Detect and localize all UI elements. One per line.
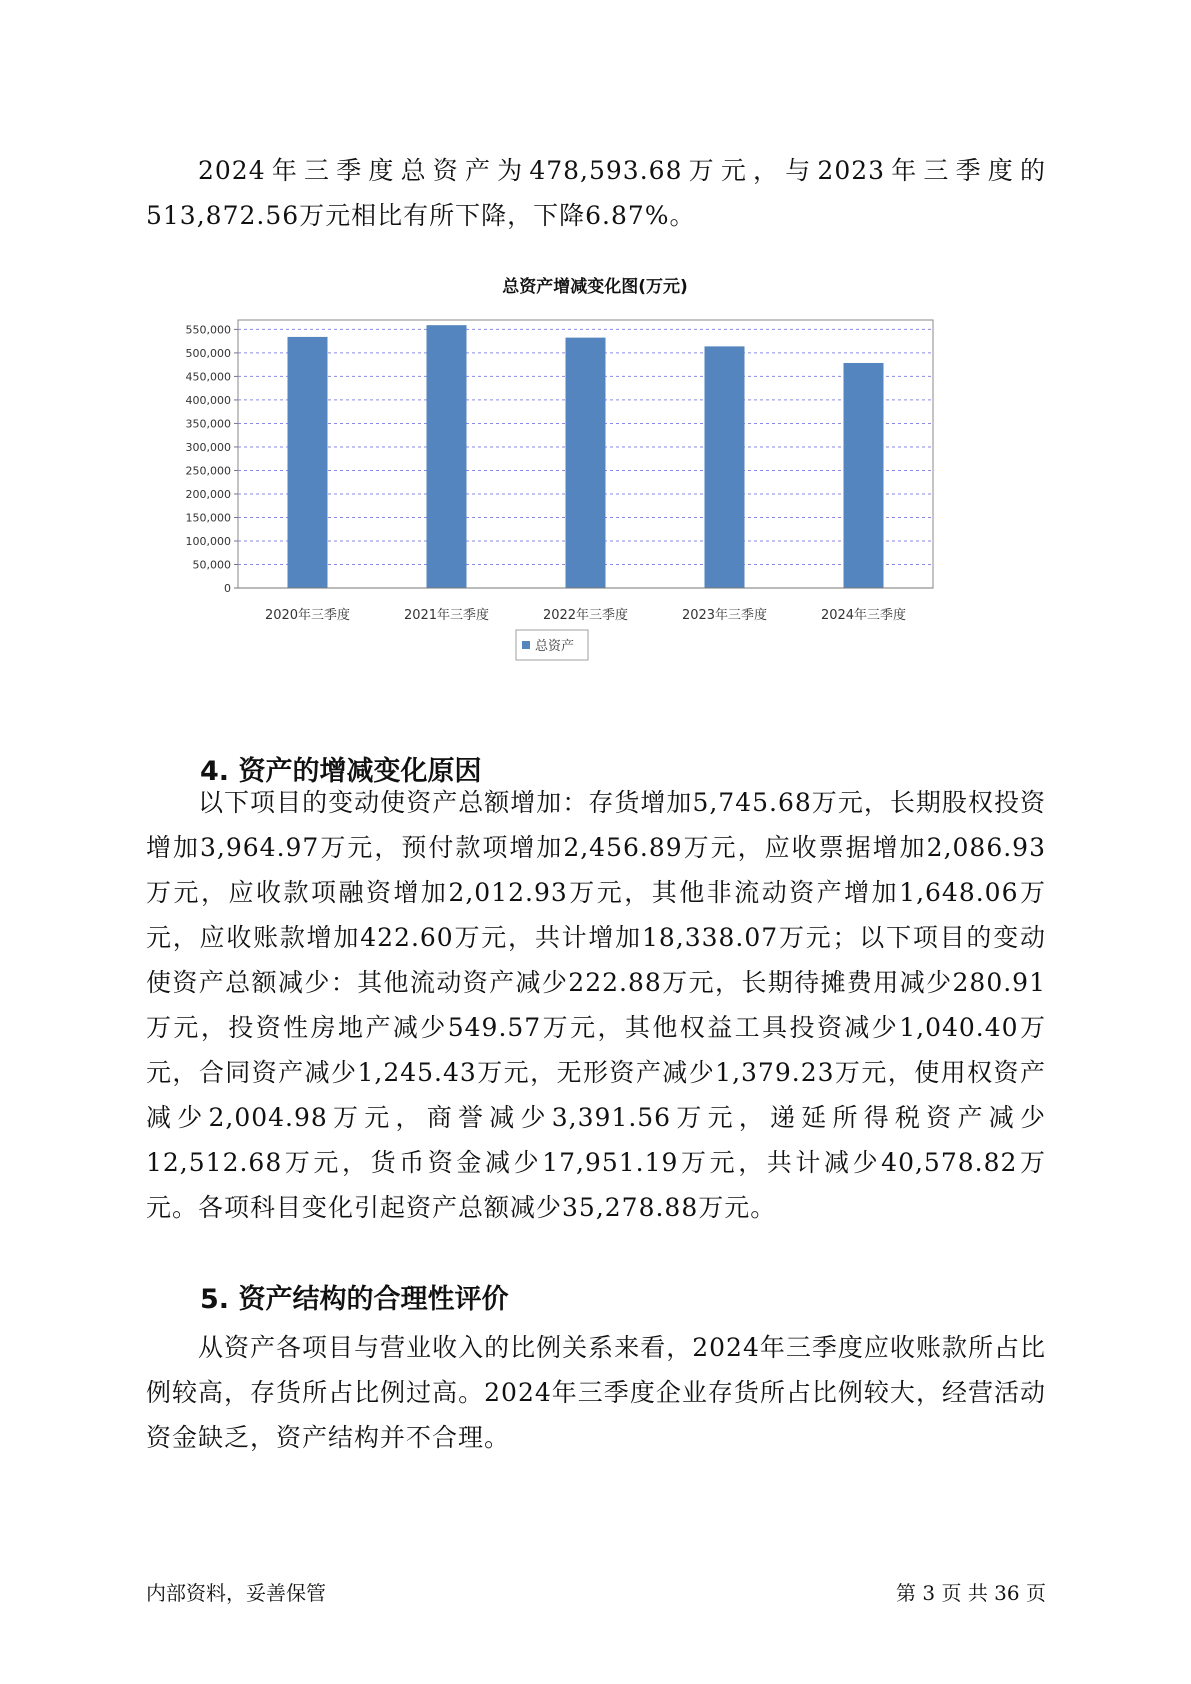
- y-tick-label: 150,000: [185, 511, 231, 525]
- y-tick-label: 50,000: [192, 558, 231, 572]
- asset-change-reasons-paragraph: 以下项目的变动使资产总额增加：存货增加5,745.68万元，长期股权投资增加3,964.97万元，预付款项增加2,456.89万元，应收票据增加2,086.93万元，应收款项融资增加2,012.93万元，其他非流动资产增加1,648.06万元，应收账款增加422.60万元，共计增加18,338.07万元；以下项目的变动使资产总额减少：其他流动资产减少222.88万元，长期待摊费用减少280.91万元，投资性房地产减少549.57万元，其他权益工具投资减少1,040.40万元，合同资产减少1,245.43万元，无形资产减少1,379.23万元，使用权资产减少2,004.98万元，商誉减少3,391.56万元，递延所得税资产减少12,512.68万元，货币资金减少17,951.19万元，共计减少40,578.82万元。各项科目变化引起资产总额减少35,278.88万元。: [146, 788, 1046, 1222]
- y-tick-label: 350,000: [185, 417, 231, 431]
- y-tick-label: 500,000: [185, 346, 231, 360]
- footer-confidential-note: 内部资料，妥善保管: [146, 1581, 326, 1605]
- x-tick-label: 2020年三季度: [264, 608, 351, 623]
- x-tick-label: 2021年三季度: [403, 608, 490, 623]
- x-tick-label: 2022年三季度: [542, 608, 629, 623]
- y-tick-label: 200,000: [185, 487, 231, 501]
- y-tick-label: 400,000: [185, 393, 231, 407]
- y-tick-label: 550,000: [185, 323, 231, 337]
- chart-title: 总资产增减变化图(万元): [502, 277, 688, 297]
- chart-canvas: [170, 272, 1020, 722]
- bar: [844, 363, 884, 588]
- y-tick-label: 450,000: [185, 370, 231, 384]
- legend-swatch: [522, 641, 530, 649]
- x-tick-label: 2023年三季度: [681, 608, 768, 623]
- y-tick-label: 0: [224, 582, 231, 595]
- asset-structure-paragraph: 从资产各项目与营业收入的比例关系来看，2024年三季度应收账款所占比例较高，存货所占比例过高。2024年三季度企业存货所占比例较大，经营活动资金缺乏，资产结构并不合理。: [146, 1333, 1046, 1452]
- section-heading-4: 4. 资产的增减变化原因: [200, 756, 482, 787]
- legend-label: 总资产: [535, 639, 575, 654]
- intro-paragraph: 2024年三季度总资产为478,593.68万元，与2023年三季度的513,872.56万元相比有所下降，下降6.87%。: [146, 156, 1046, 230]
- y-tick-label: 250,000: [185, 464, 231, 478]
- bar: [566, 338, 606, 588]
- bar: [288, 337, 328, 588]
- bar: [427, 325, 467, 588]
- y-tick-label: 100,000: [185, 534, 231, 548]
- y-tick-label: 300,000: [185, 440, 231, 454]
- section-heading-5: 5. 资产结构的合理性评价: [200, 1284, 509, 1315]
- footer-page-number: 第 3 页 共 36 页: [896, 1581, 1046, 1605]
- total-assets-chart: [170, 272, 1020, 722]
- bar: [705, 346, 745, 588]
- x-tick-label: 2024年三季度: [820, 608, 907, 623]
